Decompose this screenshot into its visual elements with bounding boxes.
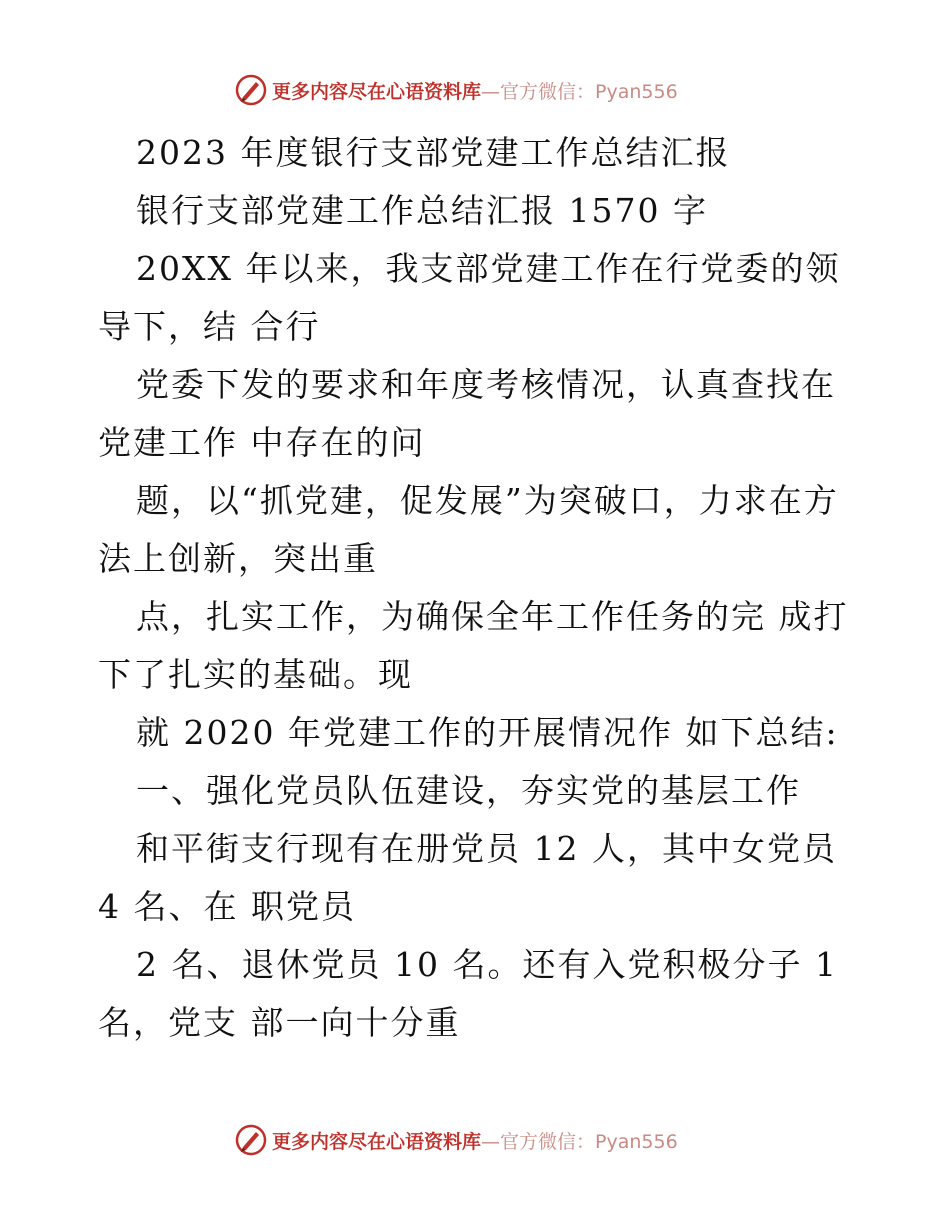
paragraph: 和平街支行现有在册党员 12 人，其中女党员 4 名、在 职党员 [98, 829, 837, 926]
header-contact: 官方微信：Pyan556 [500, 80, 678, 103]
paragraph: 就 2020 年党建工作的开展情况作 如下总结: [136, 713, 839, 752]
paragraph-subtitle: 银行支部党建工作总结汇报 1570 字 [136, 191, 708, 230]
footer-separator: — [481, 1130, 501, 1153]
footer-watermark-text [272, 1127, 678, 1154]
paragraph: 题，以“抓党建，促发展”为突破口，力求在方法上创新，突出重 [98, 481, 839, 578]
footer-watermark [234, 1122, 678, 1158]
footer-contact: 官方微信：Pyan556 [500, 1130, 678, 1153]
section-heading: 一、强化党员队伍建设，夯实党的基层工作 [136, 771, 801, 810]
header-watermark-text [272, 77, 678, 104]
paragraph: 20XX 年以来，我支部党建工作在行党委的领导下，结 合行 [98, 249, 841, 346]
footer-brand: 更多内容尽在心语资料库 [272, 1130, 482, 1153]
pen-logo-icon [234, 73, 268, 107]
paragraph: 党委下发的要求和年度考核情况，认真查找在党建工作 中存在的问 [98, 365, 836, 462]
paragraph-title: 2023 年度银行支部党建工作总结汇报 [136, 133, 731, 172]
document-body [98, 124, 858, 1052]
header-brand: 更多内容尽在心语资料库 [272, 80, 482, 103]
pen-logo-icon [234, 1123, 268, 1157]
paragraph: 2 名、退休党员 10 名。还有入党积极分子 1 名，党支 部一向十分重 [98, 945, 838, 1042]
header-watermark [234, 72, 678, 108]
header-separator: — [481, 80, 501, 103]
paragraph: 点，扎实工作，为确保全年工作任务的完 成打下了扎实的基础。现 [98, 597, 849, 694]
